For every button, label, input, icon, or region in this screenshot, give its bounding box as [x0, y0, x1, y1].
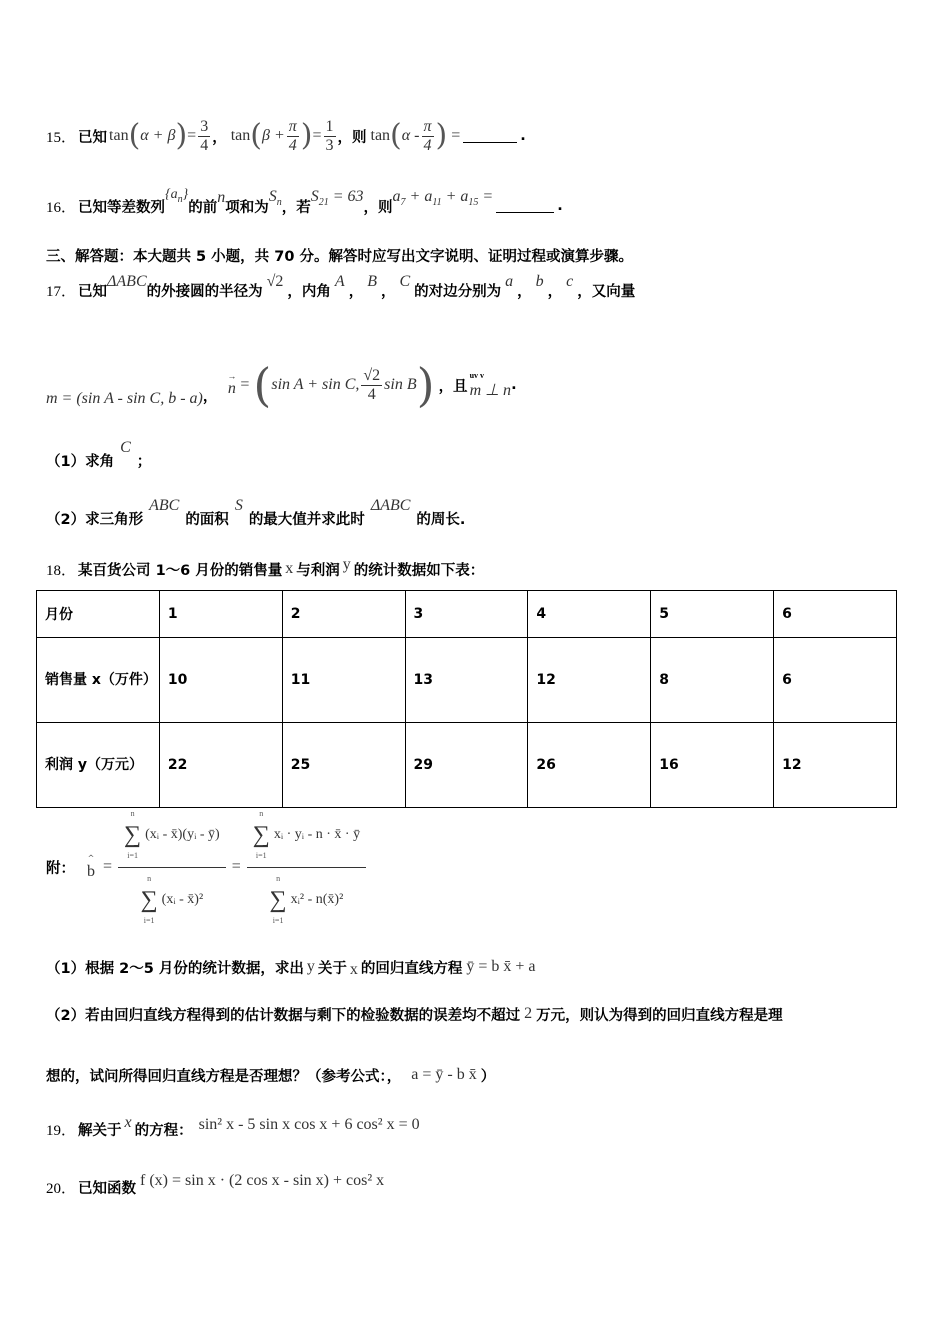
math-sum	[393, 188, 494, 208]
math-b: b	[535, 273, 544, 290]
math-triangle: ΔABC	[107, 273, 147, 290]
math-text: = 63	[332, 188, 364, 205]
math-B: B	[367, 273, 377, 290]
math-text: {a	[165, 187, 178, 202]
question-number: 20．	[46, 1180, 77, 1197]
arrow-icon: →	[227, 371, 237, 381]
numerator	[247, 803, 366, 868]
math-text: }	[182, 187, 189, 202]
question-number: 17．	[46, 283, 77, 300]
data-table	[36, 590, 897, 808]
math-eq: =	[482, 188, 494, 205]
reference-formula: a = ȳ - b x̄	[411, 1066, 477, 1083]
math-x: x	[349, 961, 358, 978]
math-c: c	[566, 273, 574, 290]
table-cell: 11	[282, 638, 405, 723]
question-text: ，则	[363, 199, 393, 216]
comma: ，	[517, 283, 532, 300]
question-text: 的最大值并求此时	[248, 511, 365, 528]
denominator: 3	[325, 136, 334, 154]
table-cell: 26	[528, 723, 651, 808]
question-text: 项和为	[225, 199, 269, 216]
table-cell: 22	[159, 723, 282, 808]
subscript: n	[276, 197, 282, 208]
question-text: 的对边分别为	[414, 283, 502, 300]
denominator: 4	[423, 136, 432, 154]
math-expression: α + β	[140, 127, 176, 144]
perp-expression	[470, 371, 512, 400]
sum-upper: n	[276, 873, 281, 883]
question-text: 的回归直线方程	[360, 960, 463, 977]
math-text: a	[392, 188, 401, 205]
question-number: 18．	[46, 562, 77, 579]
denominator	[264, 868, 350, 932]
denominator: 4	[367, 385, 376, 403]
question-text: 已知	[78, 129, 108, 146]
denominator: 4	[288, 136, 297, 154]
math-C: C	[120, 439, 131, 456]
equation: sin² x - 5 sin x cos x + 6 cos² x = 0	[198, 1116, 420, 1133]
sigma-icon: ∑	[269, 886, 287, 913]
vector-m: m = (sin A - sin C, b - a)	[46, 390, 203, 407]
paren: )	[435, 118, 448, 153]
paren: (	[390, 118, 402, 153]
sum-upper: n	[130, 808, 135, 818]
table-header-cell: 月份	[37, 591, 160, 638]
math-S21	[311, 188, 364, 208]
question-number: 19．	[46, 1122, 77, 1139]
denominator: 4	[200, 136, 209, 154]
comma: ，	[348, 283, 364, 300]
question-text: 关于	[317, 960, 347, 977]
answer-blank[interactable]	[496, 199, 554, 213]
paren: (	[128, 118, 141, 153]
question-text: ，则	[337, 129, 367, 146]
table-header-cell: 4	[528, 591, 651, 638]
math-expression: (xᵢ - x̄)²	[161, 891, 204, 907]
comma: ，	[547, 283, 563, 300]
question-text: 已知函数	[78, 1180, 137, 1197]
numerator: 1	[325, 117, 334, 135]
table-cell: 29	[405, 723, 528, 808]
math-tan: tan	[370, 127, 391, 144]
table-cell: 12	[528, 638, 651, 723]
numerator: π	[423, 117, 432, 135]
question-text: 的周长.	[416, 511, 466, 528]
comma: ，	[202, 388, 218, 405]
sigma-icon: ∑	[124, 821, 142, 848]
period: .	[557, 198, 563, 214]
section-heading: 三、解答题：本大题共 5 小题，共 70 分。解答时应写出文字说明、证明过程或演算步骤。	[46, 248, 633, 265]
table-row-label: 销售量 x（万件）	[37, 638, 160, 723]
appendix-formula	[46, 808, 368, 925]
math-b: b	[87, 862, 95, 880]
paren: (	[253, 358, 272, 412]
math-eq: =	[187, 127, 197, 144]
question-17	[46, 270, 635, 310]
math-root: √2	[266, 273, 284, 290]
question-text: 的统计数据如下表：	[353, 562, 485, 579]
vector-n	[227, 372, 236, 398]
math-y: y	[306, 958, 315, 975]
subscript: 15	[468, 197, 479, 208]
math-eq: =	[240, 376, 250, 393]
question-18	[46, 556, 484, 582]
fraction	[247, 803, 366, 932]
table-header-cell: 6	[774, 591, 897, 638]
hat-mark: ^	[87, 853, 95, 863]
subscript: 11	[432, 197, 442, 208]
table-cell: 10	[159, 638, 282, 723]
sigma	[253, 805, 270, 865]
math-expression: xᵢ · yᵢ - n · x̄ · ȳ	[273, 826, 361, 842]
period: .	[520, 128, 526, 144]
appendix-label: 附：	[46, 860, 75, 877]
sigma	[270, 870, 287, 930]
subscript: n	[177, 194, 183, 205]
question-15	[46, 112, 526, 160]
question-number: 16．	[46, 199, 77, 216]
question-text: （2）求三角形	[46, 511, 144, 528]
table-header-cell: 2	[282, 591, 405, 638]
question-text: ，又向量	[577, 283, 636, 300]
question-text: 的外接圆的半径为	[146, 283, 263, 300]
question-20	[46, 1172, 384, 1202]
sigma-icon: ∑	[252, 821, 270, 848]
sum-upper: n	[259, 808, 264, 818]
vector-line	[46, 352, 517, 418]
table-header-cell: 5	[651, 591, 774, 638]
math-expression: β +	[261, 127, 285, 144]
sum-lower: i=1	[127, 850, 138, 860]
math-triangle: ΔABC	[370, 497, 411, 514]
math-C: C	[399, 273, 411, 290]
question-text: 想的，试问所得回归直线方程是否理想？（参考公式：，	[46, 1068, 402, 1085]
question-text: ，且	[438, 378, 468, 395]
denominator	[135, 868, 210, 932]
fraction	[198, 118, 210, 155]
math-perp: m ⊥ n	[469, 381, 512, 399]
question-text: 某百货公司 1～6 月份的销售量	[78, 562, 283, 579]
math-A: A	[334, 273, 345, 290]
q17-part2	[46, 498, 465, 538]
fraction	[361, 367, 382, 404]
sum-upper: n	[147, 873, 152, 883]
vector-marks: uv v	[469, 370, 485, 380]
question-text: 与利润	[296, 562, 340, 579]
equation: f (x) = sin x · (2 cos x - sin x) + cos² x	[140, 1172, 385, 1189]
math-S: S	[234, 497, 243, 514]
q18-part1	[46, 952, 536, 982]
paren: (	[250, 118, 262, 153]
numerator: √2	[363, 366, 381, 384]
table-row	[37, 591, 897, 638]
math-text: + a	[409, 188, 433, 205]
math-tan: tan	[109, 127, 129, 144]
table-row	[37, 723, 897, 808]
question-text: 解关于	[78, 1122, 122, 1139]
b-hat	[87, 854, 95, 881]
fraction	[287, 118, 299, 155]
question-text: 已知	[78, 283, 108, 300]
question-text: 的面积	[185, 511, 229, 528]
math-x: x	[124, 1114, 132, 1131]
answer-blank[interactable]	[463, 129, 517, 143]
table-row	[37, 638, 897, 723]
question-text: ，内角	[287, 283, 331, 300]
table-row-label: 利润 y（万元）	[37, 723, 160, 808]
math-n: n	[227, 380, 236, 397]
question-16	[46, 186, 563, 226]
period: .	[511, 377, 517, 393]
math-expression: α -	[401, 127, 420, 144]
math-text: + a	[445, 188, 469, 205]
math-Sn	[269, 188, 282, 208]
math-number: 2	[524, 1005, 533, 1022]
sigma	[141, 870, 158, 930]
question-text: ）	[480, 1068, 496, 1085]
math-eq: =	[312, 127, 322, 144]
q18-part2-line2	[46, 1060, 495, 1090]
question-text: ，若	[281, 199, 311, 216]
subscript: 7	[400, 197, 406, 208]
math-n: n	[217, 189, 226, 206]
math-x: x	[285, 560, 294, 577]
question-19	[46, 1114, 420, 1144]
math-eq: =	[231, 858, 241, 875]
table-cell: 6	[774, 638, 897, 723]
regression-equation: ȳ = b x̄ + a	[466, 958, 536, 975]
sum-lower: i=1	[255, 850, 267, 860]
fraction	[118, 803, 226, 932]
table-header-cell: 1	[159, 591, 282, 638]
paren: )	[175, 118, 188, 153]
numerator: 3	[200, 117, 209, 135]
math-tan: tan	[230, 127, 251, 144]
fraction	[422, 118, 434, 155]
subscript: 21	[318, 197, 329, 208]
math-a: a	[505, 273, 514, 290]
sigma-icon: ∑	[140, 886, 158, 913]
question-text: 已知等差数列	[78, 199, 166, 216]
math-expression: sin B	[384, 376, 417, 393]
math-text: S	[310, 188, 319, 205]
sum-lower: i=1	[143, 915, 155, 925]
math-sequence	[165, 187, 188, 205]
math-ABC: ABC	[149, 497, 180, 514]
question-text: （2）若由回归直线方程得到的估计数据与剩下的检验数据的误差均不超过	[46, 1007, 521, 1024]
q17-part1	[46, 440, 151, 480]
question-text: 万元，则认为得到的回归直线方程是理	[536, 1007, 783, 1024]
math-text: S	[268, 188, 277, 205]
math-eq: =	[103, 858, 113, 875]
table-cell: 12	[774, 723, 897, 808]
table-cell: 8	[651, 638, 774, 723]
question-number: 15．	[46, 129, 77, 146]
paren: )	[300, 118, 313, 153]
table-cell: 13	[405, 638, 528, 723]
paren: )	[416, 358, 435, 412]
comma: ，	[212, 129, 227, 146]
math-y: y	[342, 556, 351, 573]
comma: ，	[380, 283, 396, 300]
question-text: （1）根据 2～5 月份的统计数据，求出	[46, 960, 304, 977]
table-header-cell: 3	[405, 591, 528, 638]
math-eq: =	[451, 127, 461, 144]
question-text: 的方程：	[134, 1122, 193, 1139]
sigma	[124, 805, 141, 865]
math-expression: xᵢ² - n(x̄)²	[290, 891, 344, 907]
math-expression: sin A + sin C,	[271, 376, 360, 393]
numerator	[118, 803, 226, 868]
numerator: π	[288, 117, 297, 135]
question-text: 的前	[188, 199, 218, 216]
table-cell: 16	[651, 723, 774, 808]
q18-part2-line1	[46, 1002, 783, 1026]
math-expression: (xᵢ - x̄)(yᵢ - ȳ)	[145, 826, 220, 842]
question-text: ；	[136, 453, 152, 470]
fraction	[324, 118, 336, 155]
question-text: （1）求角	[46, 453, 115, 470]
table-cell: 25	[282, 723, 405, 808]
sum-lower: i=1	[272, 915, 284, 925]
